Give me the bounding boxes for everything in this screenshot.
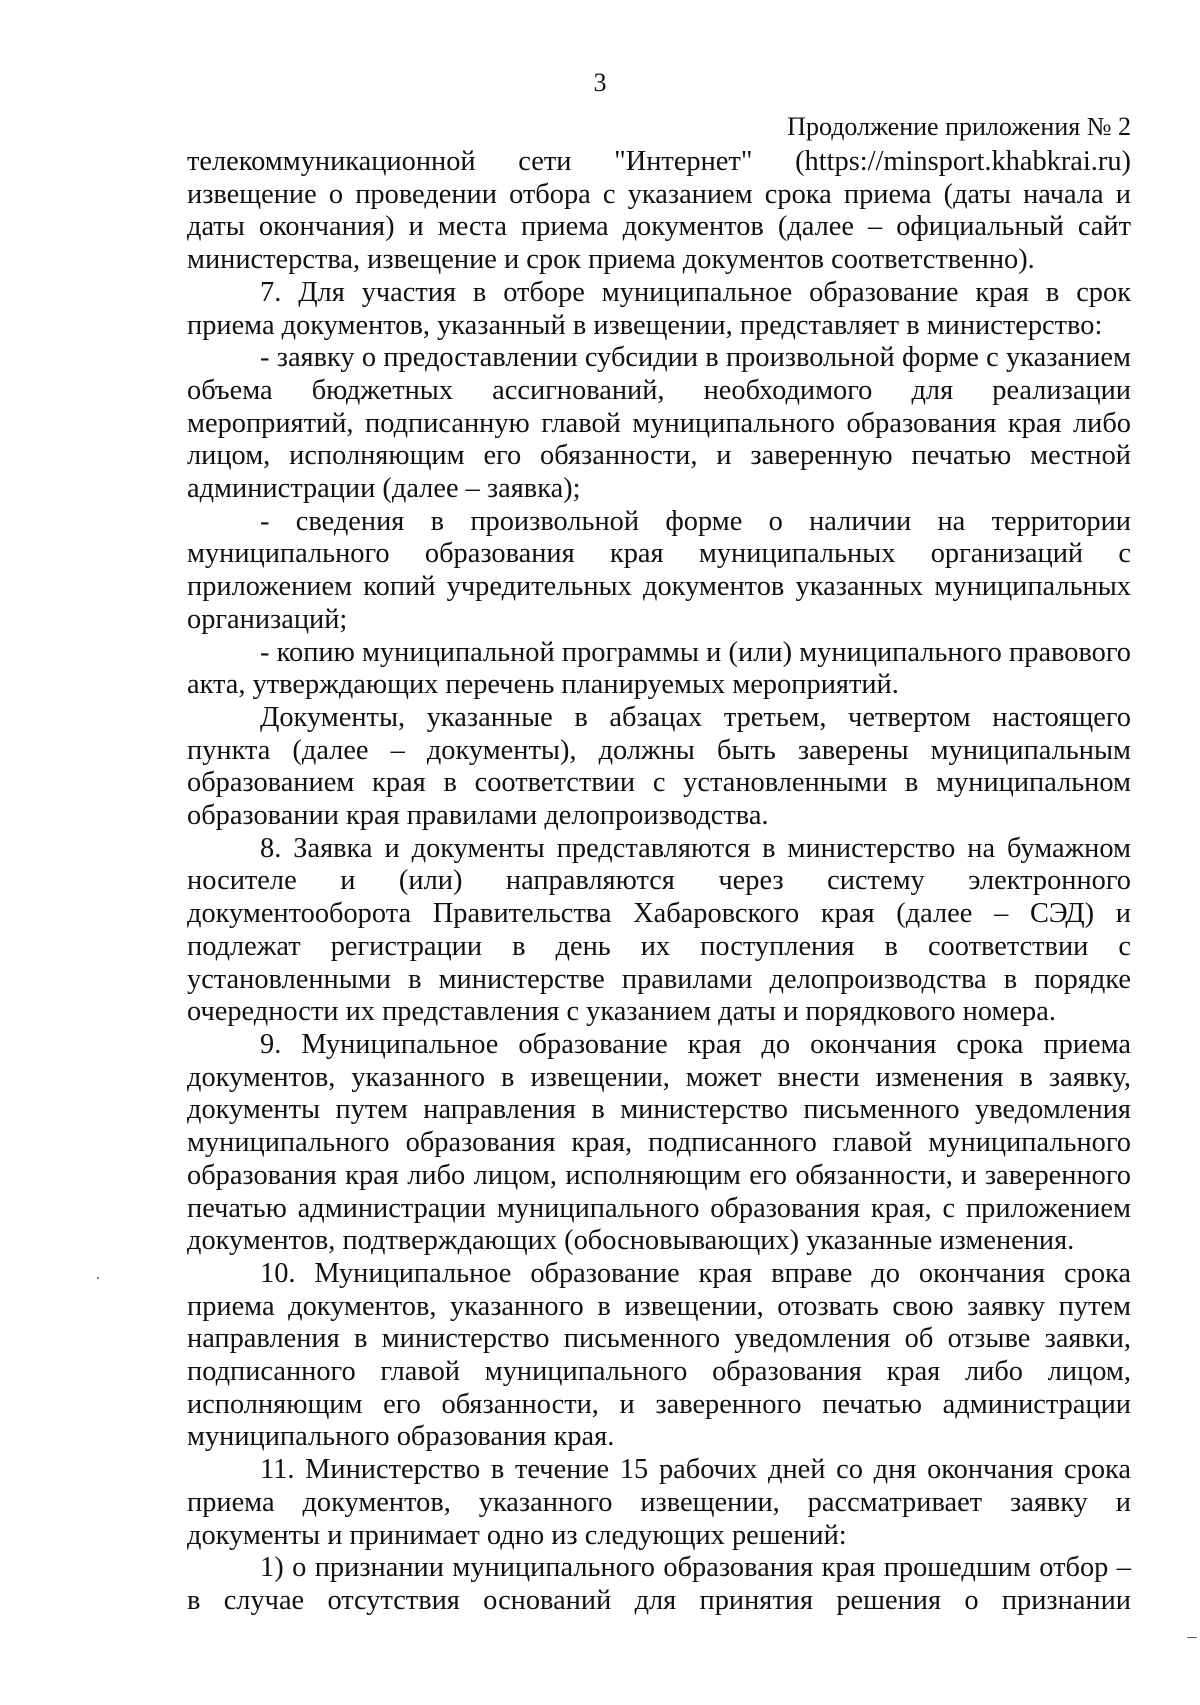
paragraph-item-10: 10. Муниципальное образование края вправе до окончания срока приема документов, указанного в извещении, отозвать свою заявку путем направления в министерство письменного уведомления об отзыве заявки, подписанного главой муниципального образования края либо лицом, исполняющим его обязанности, и заверенного печатью администрации муниципального образования края. [187,1257,1131,1453]
paragraph-subitem-1: 1) о признании муниципального образования края прошедшим отбор – в случае отсутствия оснований для принятия решения о признании [187,1552,1131,1616]
paragraph-documents-certification: Документы, указанные в абзацах третьем, четвертом настоящего пункта (далее – документы), должны быть заверены муниципальным образованием края в соответствии с установленными в муниципальном образовании края правилами делопроизводства. [187,701,1131,832]
scan-speck [97,1277,99,1279]
paragraph-item-8: 8. Заявка и документы представляются в министерство на бумажном носителе и (или) направляются через систему электронного документооборота Правительства Хабаровского края (далее – СЭД) и подлежат регистрации в день их поступления в соответствии с установленными в министерстве правилами делопроизводства в порядке очередности их представления с указанием даты и порядкового номера. [187,832,1131,1028]
appendix-continuation-label: Продолжение приложения № 2 [787,112,1131,141]
paragraph-application-bullet: - заявку о предоставлении субсидии в произвольной форме с указанием объема бюджетных ассигнований, необходимого для реализации мероприятий, подписанную главой муниципального образования края либо лицом, исполняющим его обязанности, и заверенную печатью местной администрации (далее – заявка); [187,342,1131,505]
paragraph-program-bullet: - копию муниципальной программы и (или) муниципального правового акта, утверждающих перечень планируемых мероприятий. [187,636,1131,701]
paragraph-item-11: 11. Министерство в течение 15 рабочих дней со дня окончания срока приема документов, указанного извещении, рассматривает заявку и документы и принимает одно из следующих решений: [187,1454,1131,1551]
paragraph-item-9: 9. Муниципальное образование края до окончания срока приема документов, указанного в извещении, может внести изменения в заявку, документы путем направления в министерство письменного уведомления муниципального образования края, подписанного главой муниципального образования края либо лицом, исполняющим его обязанности, и заверенного печатью администрации муниципального образования края, с приложением документов, подтверждающих (обосновывающих) указанные изменения. [187,1028,1131,1257]
page-number: 3 [593,68,607,97]
scan-speck [1187,1637,1197,1638]
paragraph-organizations-bullet: - сведения в произвольной форме о наличии на территории муниципального образования края муниципальных организаций с приложением копий учредительных документов указанных муниципальных организаций; [187,505,1131,635]
document-body [187,146,1131,1618]
paragraph-continued-website: телекоммуникационной сети "Интернет" (https://minsport.khabkrai.ru) извещение о проведении отбора с указанием срока приема (даты начала и даты окончания) и места приема документов (далее – официальный сайт министерства, извещение и срок приема документов соответственно). [187,146,1131,276]
paragraph-item-7: 7. Для участия в отборе муниципальное образование края в срок приема документов, указанный в извещении, представляет в министерство: [187,276,1131,341]
